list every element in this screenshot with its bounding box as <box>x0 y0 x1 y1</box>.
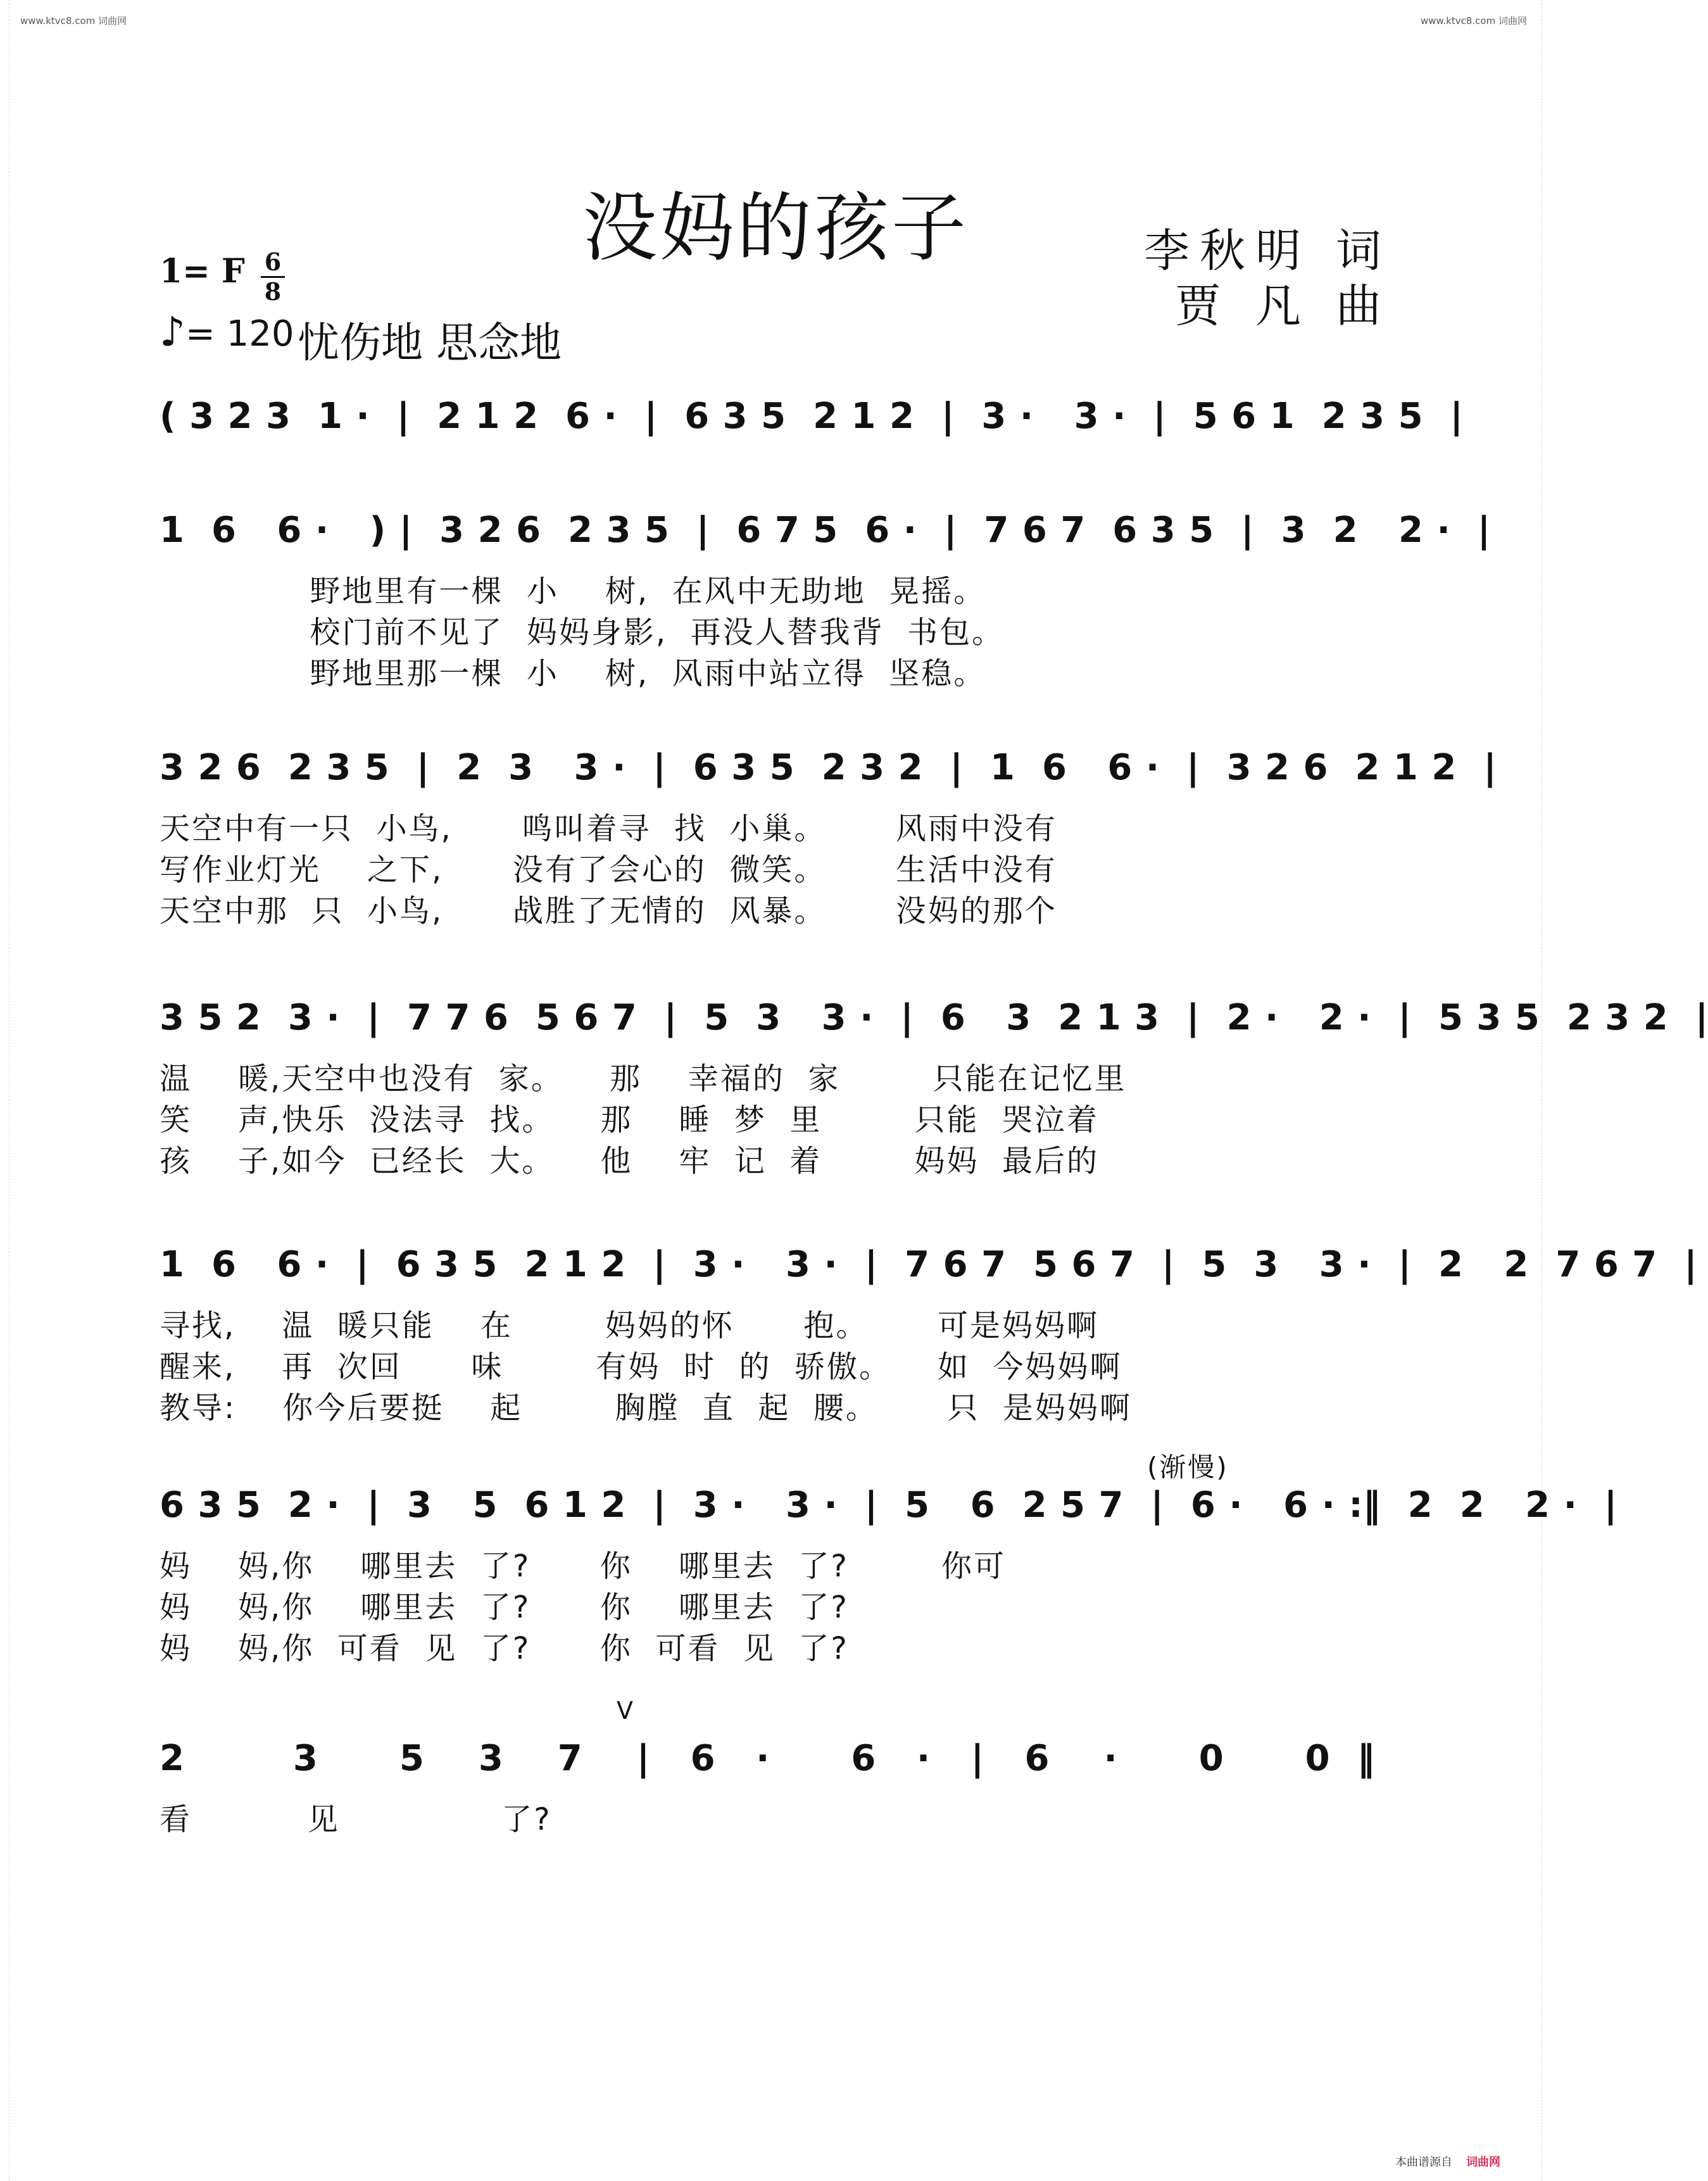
footer-source: 本曲谱源自 <box>1395 2156 1452 2169</box>
eighth-note-icon: ♪ <box>160 309 185 356</box>
time-signature <box>258 248 287 306</box>
lyric-row-verse-2: 写作业灯光 之下, 没有了会心的 微笑。 生活中没有 <box>160 852 1057 888</box>
lyric-row-verse-3: 野地里那一棵 小 树, 风雨中站立得 坚稳。 <box>160 656 986 691</box>
lyric-row-verse-1: 野地里有一棵 小 树, 在风中无助地 晃摇。 <box>160 574 986 609</box>
lyric-row-verse-1: 妈 妈,你 哪里去 了? 你 哪里去 了? 你可 <box>160 1549 1006 1584</box>
page-edge-right <box>1542 0 1551 2181</box>
lyric-row-verse-1: 看 见 了? <box>160 1802 552 1837</box>
composer-credit: 贾 凡 曲 <box>1175 279 1391 332</box>
notation-row: 3 5 2 3 · | 7 7 6 5 6 7 | 5 3 3 · | 6 3 2 1 3 | 2 · 2 · | 5 3 5 2 3 2 | <box>160 997 1708 1038</box>
lyric-row-verse-3: 孩 子,如今 已经长 大。 他 牢 记 着 妈妈 最后的 <box>160 1143 1099 1179</box>
notation-row: 3 2 6 2 3 5 | 2 3 3 · | 6 3 5 2 3 2 | 1 6 6 · | 3 2 6 2 1 2 | <box>160 747 1497 788</box>
lyric-row-verse-2: 校门前不见了 妈妈身影, 再没人替我背 书包。 <box>160 615 1005 650</box>
lyric-row-verse-2: 妈 妈,你 哪里去 了? 你 哪里去 了? <box>160 1590 849 1625</box>
notation-row: 6 3 5 2 · | 3 5 6 1 2 | 3 · 3 · | 5 6 2 5 7 | 6 · 6 · :‖ 2 2 2 · | <box>160 1485 1617 1526</box>
time-signature-top: 6 <box>264 248 282 276</box>
watermark-right: www.ktvc8.com 词曲网 <box>1420 15 1527 27</box>
notation-row: 1 6 6 · ) | 3 2 6 2 3 5 | 6 7 5 6 · | 7 6 7 6 3 5 | 3 2 2 · | <box>160 510 1491 551</box>
time-signature-bottom: 8 <box>264 277 282 306</box>
tempo-change-marking: (渐慢) <box>1147 1452 1229 1483</box>
notation-row: 1 6 6 · | 6 3 5 2 1 2 | 3 · 3 · | 7 6 7 5 6 7 | 5 3 3 · | 2 2 7 6 7 | <box>160 1244 1697 1285</box>
tempo-value: = 120 <box>185 313 294 355</box>
lyric-row-verse-1: 寻找, 温 暖只能 在 妈妈的怀 抱。 可是妈妈啊 <box>160 1308 1099 1343</box>
breath-mark: V <box>617 1697 635 1725</box>
lyricist-credit: 李秋明 词 <box>1144 224 1391 277</box>
lyric-row-verse-3: 天空中那 只 小鸟, 战胜了无情的 风暴。 没妈的那个 <box>160 893 1057 929</box>
watermark-left: www.ktvc8.com 词曲网 <box>20 15 127 27</box>
key-signature: 1= F <box>160 252 245 291</box>
lyric-row-verse-3: 妈 妈,你 可看 见 了? 你 可看 见 了? <box>160 1631 849 1666</box>
song-title: 没妈的孩子 <box>582 184 969 272</box>
page-edge-left <box>0 0 9 2181</box>
lyric-row-verse-3: 教导: 你今后要挺 起 胸膛 直 起 腰。 只 是妈妈啊 <box>160 1390 1132 1426</box>
notation-row: 2 3 5 3 7 | 6 · 6 · | 6 · 0 0 ‖ <box>160 1738 1375 1779</box>
page-footer <box>1395 2153 1500 2170</box>
expression-marking: 忧伤地 思念地 <box>298 318 562 367</box>
lyric-row-verse-2: 醒来, 再 次回 味 有妈 时 的 骄傲。 如 今妈妈啊 <box>160 1349 1122 1385</box>
lyric-row-verse-2: 笑 声,快乐 没法寻 找。 那 睡 梦 里 只能 哭泣着 <box>160 1102 1099 1138</box>
notation-row: ( 3 2 3 1 · | 2 1 2 6 · | 6 3 5 2 1 2 | 3 · 3 · | 5 6 1 2 3 5 | <box>160 396 1463 437</box>
tempo-marking <box>160 309 294 356</box>
footer-brand-logo: 词曲网 <box>1466 2156 1500 2169</box>
lyric-row-verse-1: 温 暖,天空中也没有 家。 那 幸福的 家 只能在记忆里 <box>160 1061 1127 1097</box>
lyric-row-verse-1: 天空中有一只 小鸟, 鸣叫着寻 找 小巢。 风雨中没有 <box>160 811 1057 846</box>
